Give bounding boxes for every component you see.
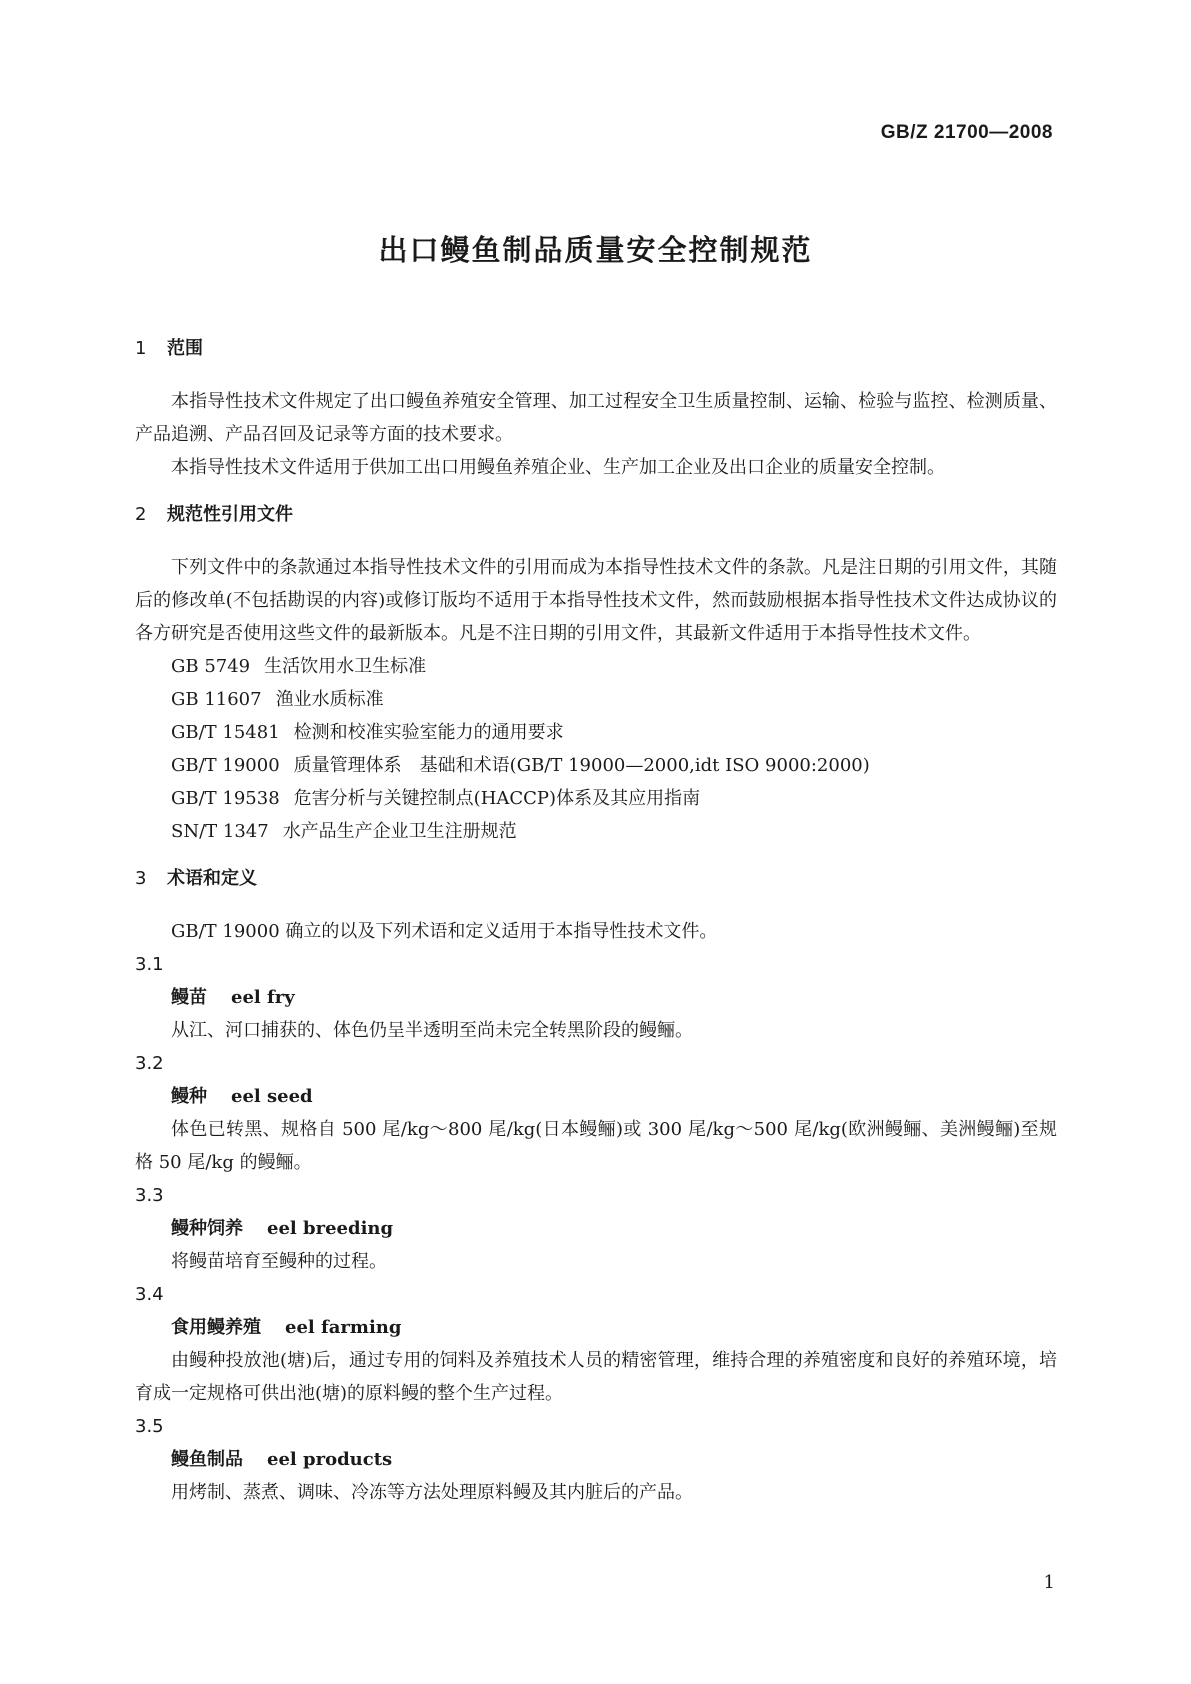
section-number: 1 <box>135 338 147 359</box>
term-zh: 鳗鱼制品 <box>171 1449 243 1470</box>
term-en: eel seed <box>231 1086 313 1107</box>
reference-item <box>135 815 1057 848</box>
reference-title: 质量管理体系 基础和术语(GB/T 19000—2000,idt ISO 9000:2000) <box>293 755 870 776</box>
reference-title: 水产品生产企业卫生注册规范 <box>282 821 517 842</box>
term-definition: 用烤制、蒸煮、调味、冷冻等方法处理原料鳗及其内脏后的产品。 <box>171 1482 693 1503</box>
document-title: 出口鳗鱼制品质量安全控制规范 <box>378 233 813 267</box>
scope-paragraph: 本指导性技术文件规定了出口鳗鱼养殖安全管理、加工过程安全卫生质量控制、运输、检验与监控、检测质量、产品追溯、产品召回及记录等方面的技术要求。 <box>135 391 1057 445</box>
term-en: eel farming <box>285 1317 402 1338</box>
reference-item <box>135 749 1057 782</box>
page-number: 1 <box>1043 1572 1055 1593</box>
term-en: eel fry <box>231 987 295 1008</box>
reference-title: 渔业水质标准 <box>275 689 384 710</box>
term-zh: 食用鳗养殖 <box>171 1317 261 1338</box>
term-title <box>135 1080 1057 1113</box>
term-title <box>135 1443 1057 1476</box>
term-title <box>135 1212 1057 1245</box>
reference-item <box>135 650 1057 683</box>
section-title: 规范性引用文件 <box>167 504 293 525</box>
term-definition: 从江、河口捕获的、体色仍呈半透明至尚未完全转黑阶段的鳗鲡。 <box>171 1020 693 1041</box>
term-en: eel breeding <box>267 1218 394 1239</box>
term-zh: 鳗苗 <box>171 987 207 1008</box>
section-heading-scope <box>135 332 1057 365</box>
section-heading-references <box>135 498 1057 531</box>
reference-title: 危害分析与关键控制点(HACCP)体系及其应用指南 <box>293 788 701 809</box>
section-heading-terms <box>135 862 1057 895</box>
reference-code: GB 11607 <box>171 689 262 710</box>
reference-code: GB 5749 <box>171 656 251 677</box>
references-paragraph: 下列文件中的条款通过本指导性技术文件的引用而成为本指导性技术文件的条款。凡是注日期的引用文件，其随后的修改单(不包括勘误的内容)或修订版均不适用于本指导性技术文件，然而鼓励根据本指导性技术文件达成协议的各方研究是否使用这些文件的最新版本。凡是不注日期的引用文件，其最新文件适用于本指导性技术文件。 <box>135 557 1057 644</box>
term-title <box>135 981 1057 1014</box>
term-zh: 鳗种饲养 <box>171 1218 243 1239</box>
document-body <box>135 332 1057 1509</box>
reference-code: SN/T 1347 <box>171 821 269 842</box>
term-number: 3.4 <box>135 1284 164 1305</box>
term-definition: 将鳗苗培育至鳗种的过程。 <box>171 1251 387 1272</box>
terms-intro: GB/T 19000 确立的以及下列术语和定义适用于本指导性技术文件。 <box>171 921 718 942</box>
reference-code: GB/T 19538 <box>171 788 280 809</box>
reference-list <box>135 650 1057 848</box>
scope-paragraph: 本指导性技术文件适用于供加工出口用鳗鱼养殖企业、生产加工企业及出口企业的质量安全控制。 <box>171 457 945 478</box>
term-number: 3.2 <box>135 1053 164 1074</box>
term-en: eel products <box>267 1449 393 1470</box>
term-definition: 由鳗种投放池(塘)后，通过专用的饲料及养殖技术人员的精密管理，维持合理的养殖密度和良好的养殖环境，培育成一定规格可供出池(塘)的原料鳗的整个生产过程。 <box>135 1350 1057 1404</box>
term-zh: 鳗种 <box>171 1086 207 1107</box>
term-number: 3.1 <box>135 954 164 975</box>
reference-code: GB/T 19000 <box>171 755 280 776</box>
term-number: 3.3 <box>135 1185 164 1206</box>
section-title: 术语和定义 <box>167 868 257 889</box>
reference-title: 检测和校准实验室能力的通用要求 <box>293 722 564 743</box>
term-definition: 体色已转黑、规格自 500 尾/kg～800 尾/kg(日本鳗鲡)或 300 尾/kg～500 尾/kg(欧洲鳗鲡、美洲鳗鲡)至规格 50 尾/kg 的鳗鲡。 <box>135 1119 1057 1173</box>
section-number: 2 <box>135 504 147 525</box>
reference-code: GB/T 15481 <box>171 722 280 743</box>
reference-item <box>135 716 1057 749</box>
reference-item <box>135 782 1057 815</box>
term-number: 3.5 <box>135 1416 164 1437</box>
reference-item <box>135 683 1057 716</box>
section-title: 范围 <box>167 338 203 359</box>
reference-title: 生活饮用水卫生标准 <box>264 656 427 677</box>
term-title <box>135 1311 1057 1344</box>
section-number: 3 <box>135 868 147 889</box>
standard-code: GB/Z 21700—2008 <box>880 122 1053 143</box>
